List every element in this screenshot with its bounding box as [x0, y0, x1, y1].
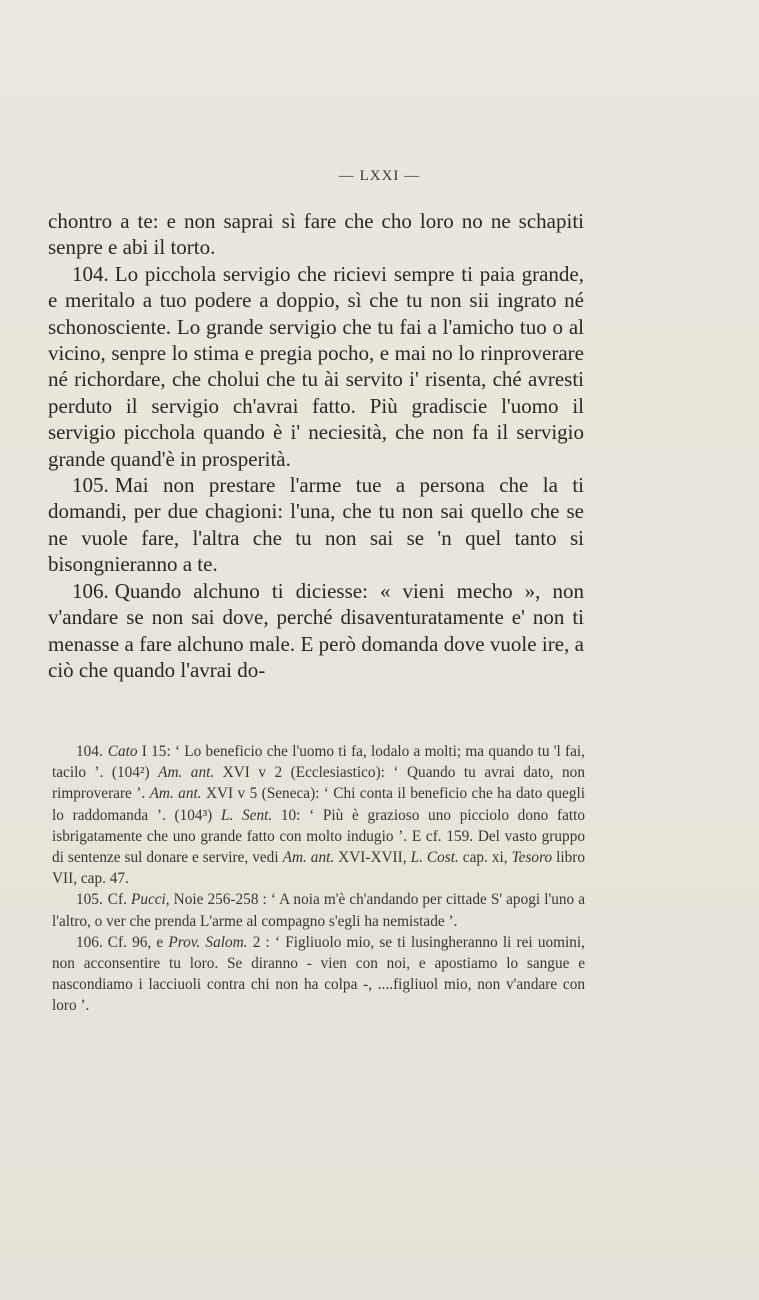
main-text-body [48, 208, 584, 683]
footnote-text: libro VII, cap. 47. [52, 849, 585, 888]
footnotes [52, 741, 585, 1017]
footnote-text: 2 : ‘ Figliuolo mio, se ti lusingheranno li rei uomini, non acconsentire tu loro. Se diranno - vien con noi, e apostiamo lo sangue e nascondiamo i lacciuoli contra chi non ha colpa -, ....figliuol mio, non v'andare con loro ’. [52, 933, 586, 1015]
footnote-number: 104. [76, 743, 103, 760]
footnote-text: 10: ‘ Più è grazioso uno picciolo dono fatto isbrigatamente che uno grande fatto con molto indugio ’. E cf. 159. Del vasto gruppo di sentenze sul donare e servire, vedi [52, 806, 586, 867]
footnote-104 [52, 741, 585, 889]
footnote-text: I 15: ‘ Lo beneficio che l'uomo ti fa, lodalo a molti; ma quando tu 'l fai, tacilo ’. (104²) [52, 743, 585, 782]
footnote-citation: Tesoro [511, 849, 553, 867]
footnote-number: 105. [76, 891, 103, 909]
opening-paragraph: chontro a te: e non saprai sì fare che cho loro no ne schapiti senpre e abi il torto. [48, 209, 584, 260]
paragraph-number: 104. [72, 261, 109, 286]
page-number-header: — LXXI — [338, 168, 421, 184]
footnote-text: Cf. [107, 891, 131, 909]
paragraph-text: Quando alchuno ti diciesse: « vieni mecho », non v'andare se non sai dove, perché disaventuratamente e' non ti menasse a fare alchuno male. E però domanda dove vuole ire, a ciò che quando l'avrai do- [48, 578, 584, 682]
paragraph-text: Mai non prestare l'arme tue a persona che la ti domandi, per due chagioni: l'una, che tu non sai quello che se ne vuole fare, l'altra che tu non sai se 'n quel tanto si bisongnieranno a te. [48, 473, 584, 577]
footnote-citation: Prov. Salom. [168, 933, 248, 951]
footnote-citation: L. Cost. [410, 849, 459, 867]
paragraph-104 [48, 261, 584, 472]
footnote-text: XVI v 5 (Seneca): ‘ Chi conta il beneficio che ha dato quegli lo raddomanda ’. (104³) [52, 785, 585, 824]
footnote-citation: Am. ant. [158, 764, 215, 782]
footnote-text: Noie 256-258 : ‘ A noia m'è ch'andando per cittade S' apogi l'uno a l'altro, o ver che prenda L'arme al compagno s'egli ha nemistade ’. [52, 891, 585, 930]
footnote-citation: L. Sent. [220, 806, 273, 824]
paragraph-number: 106. [72, 578, 109, 603]
paragraph-text: Lo picchola servigio che ricievi sempre ti paia grande, e meritalo a tuo podere a doppio, sì che tu non sii ingrato né schonosciente. Lo grande servigio che tu fai a l'amicho tuo o al vicino, senpre lo stima e pregia pocho, e mai no lo rinproverare né richordare, che cholui che tu ài servito i' risenta, ché avresti perduto il servigio ch'avrai fatto. Più gradiscie l'uomo il servigio picchola quando è i' neciesità, che non fa il servigio grande quand'è in prosperità. [48, 261, 584, 471]
footnote-citation: Am. ant. [149, 785, 202, 803]
footnote-106 [52, 932, 585, 1017]
paragraph-105 [48, 472, 584, 578]
footnote-text: XVI v 2 (Ecclesiastico): ‘ Quando tu avrai dato, non rimproverare ’. [52, 764, 585, 803]
footnote-citation: Am. ant. [282, 849, 335, 867]
footnote-text: XVI-XVII, [334, 849, 411, 867]
paragraph-106 [48, 578, 584, 684]
footnote-105 [52, 889, 585, 931]
paragraph-number: 105. [72, 473, 109, 498]
footnote-citation: Pucci, [130, 891, 170, 909]
footnote-text: cap. xi, [458, 849, 512, 867]
footnote-citation: Cato [107, 743, 138, 760]
footnote-text: Cf. 96, e [107, 933, 169, 951]
footnote-number: 106. [76, 933, 103, 951]
